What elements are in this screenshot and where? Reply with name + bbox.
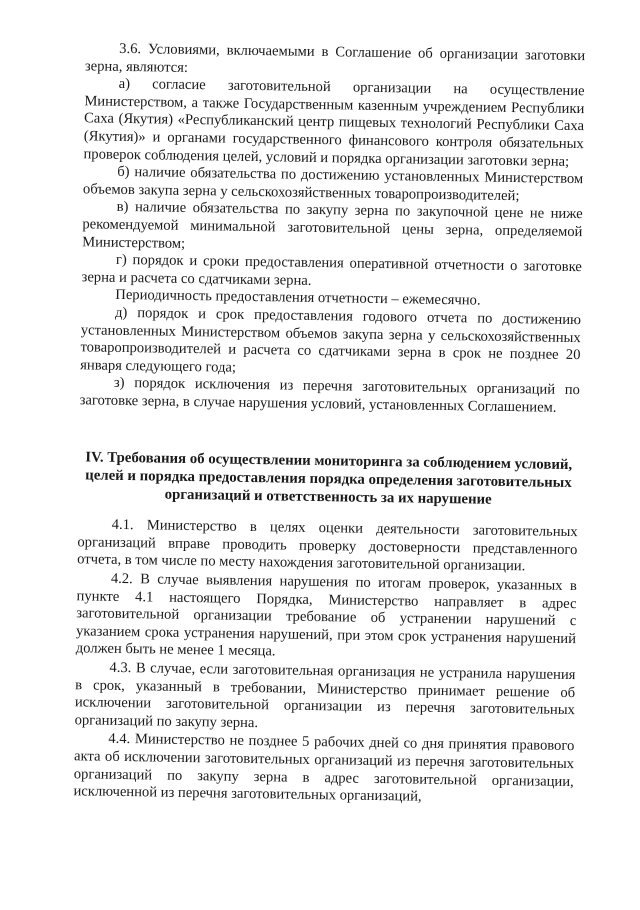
paragraph-4-3: 4.3. В случае, если заготовительная организация не устранила нарушения в срок, указанный в требовании, Министерство принимает решение об исключении заготовительной организации из перечня заготовительных организаций по закупу зерна. — [74, 659, 576, 731]
condition-b: б) наличие обязательства по достижению установленных Министерством объемов закупа зерна у сельскохозяйственных товаропроизводителей; — [82, 163, 584, 204]
condition-g: г) порядок и сроки предоставления оперативной отчетности о заготовке зерна и расчета со сдатчиками зерна. — [81, 251, 582, 289]
section-4-heading: IV. Требования об осуществлении мониторинга за соблюдением условий, целей и порядка предоставления порядка определения заготовительных организаций и ответственность за их нарушение — [85, 449, 573, 508]
paragraph-4-2: 4.2. В случае выявления нарушения по итогам проверок, указанных в пункте 4.1 настоящего Порядка, Министерство направляет в адрес заготовительной организации требование об устранении нарушений с указанием срока устранения нарушений, при этом срок устранения нарушений должен быть не менее 1 месяца. — [75, 570, 577, 660]
condition-d: д) порядок и срок предоставления годового отчета по достижению установленных Министерством объемов закупа зерна у сельскохозяйственных товаропроизводителей и расчета со сдатчиками зерна в срок не позднее 20 января следующего года; — [80, 304, 582, 376]
condition-z: з) порядок исключения из перечня заготовительных организаций по заготовке зерна, в случае нарушения условий, установленных Соглашением. — [79, 375, 581, 416]
paragraph-4-4: 4.4. Министерство не позднее 5 рабочих дней со дня принятия правового акта об исключении заготовительных организаций из перечня заготовительных организаций по закупу зерна в адрес заготовительной организации, исключенной из перечня заготовительных организаций, — [73, 731, 575, 805]
paragraph-4-1: 4.1. Министерство в целях оценки деятельности заготовительных организаций вправе проводить проверку достоверности представленного отчета, в том числе по месту нахождения заготовительной организации. — [77, 517, 578, 575]
condition-a: а) согласие заготовительной организации на осуществление Министерством, а также Государственным казенным учреждением Республики Саха (Якутия) «Республиканский центр пищевых технологий Республики Саха (Якутия)» и органами государственного финансового контроля обязательных проверок соблюдения целей, условий и порядка организации заготовки зерна; — [83, 76, 585, 170]
reporting-periodicity: Периодичность предоставления отчетности – ежемесячно. — [115, 287, 481, 309]
paragraph-3-6: 3.6. Условиями, включаемыми в Соглашение об организации заготовки зерна, являются: — [84, 40, 586, 76]
condition-v: в) наличие обязательства по закупу зерна по закупочной цене не ниже рекомендуемой минимальной заготовительной цены зерна, определяемой Министерством; — [82, 199, 583, 252]
section-4-body — [73, 517, 577, 809]
section-3-conditions — [80, 40, 586, 417]
